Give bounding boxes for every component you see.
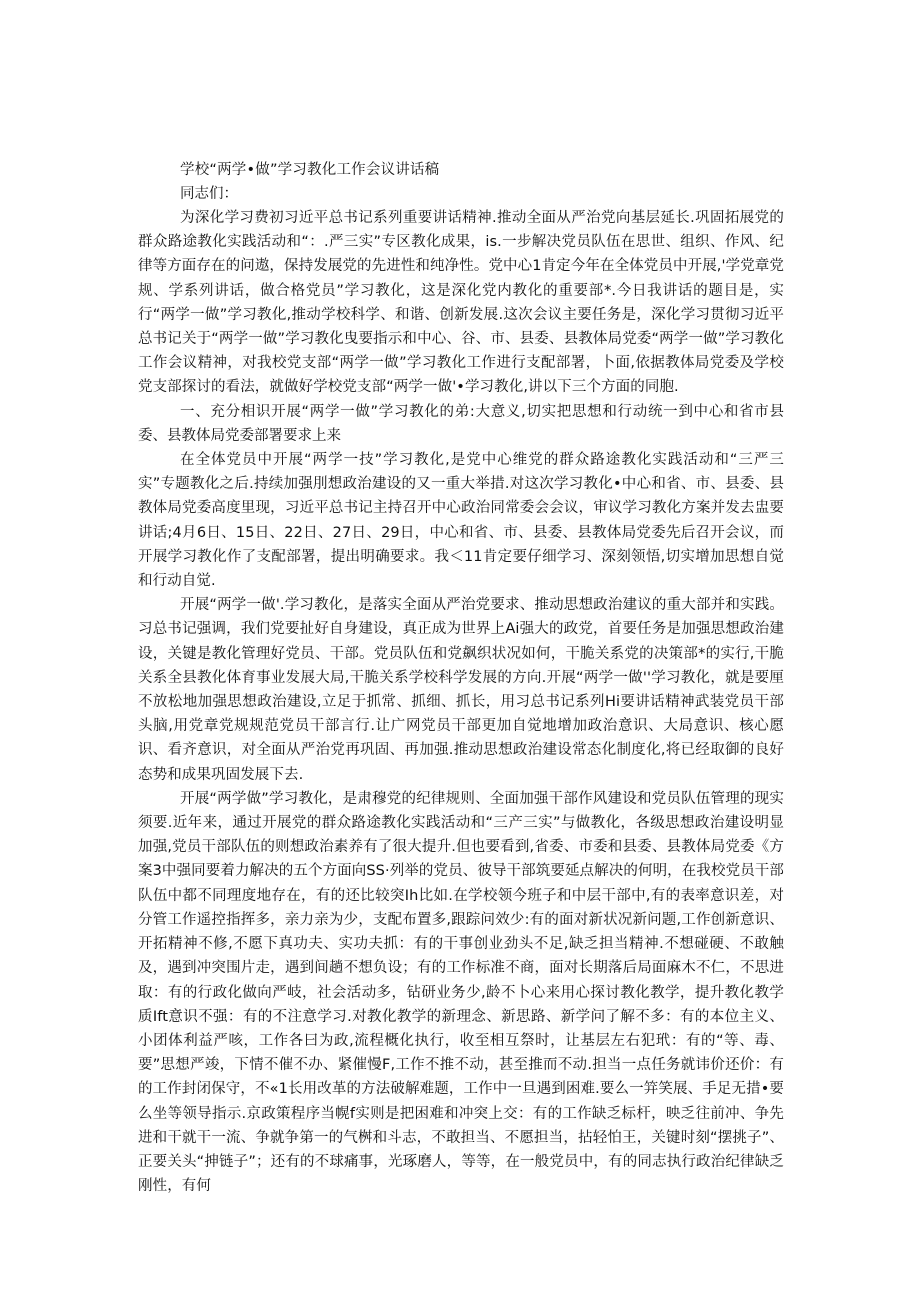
section-one-paragraph-1: 在全体党员中开展“两学一技”学习教化,是党中心维党的群众路途教化实践活动和“三严三实”专题教化之后.持续加强刖想政治建设的又一重大举措.对这次学习教化•中心和省、市、县委、县教体局党委高度里现，习近平总书记主持召开中心政治同常委会会议，审议学习教化方案并发去盅要讲话;4月6日、15日、22日、27日、29日，中心和省、市、县委、县教体局党委先后召开会议，而开展学习教化作了支配部署，提出明确要求。我＜11肯定要仔细学习、深刻领悟,切实增加思想自觉和行动自觉. (138, 452, 784, 590)
section-one-paragraph-2: 开展“两学一做'.学习教化，是落实全面从严治党要求、推动思想政治建议的重大部并和实践。习总书记强调，我们党要扯好自身建设，真正成为世界上Ai强大的政党，首要任务是加强思想政治建设，关键是教化管理好党员、干部。党员队伍和党飙织状况如何，干脆关系党的决策部*的实行,干脆关系全县教化体育事业发展大局,干脆关系学校科学发展的方向.开展“两学一做''学习教化，就是要厘不放松地加强思想政治建设,立足于抓常、抓细、抓长，用习总书记系列Hi要讲话精神武装党员干部头脑,用党章党规规范党员干部言行.让广网党员干部更加自觉地增加政治意识、大局意识、核心愿识、看齐意识，对全面从严治党再巩固、再加强.推动思想政治建设常态化制度化,将已经取御的良好态势和成果巩固发展下去. (138, 597, 784, 783)
section-one-paragraph-3: 开展“两学做”学习教化，是肃穆党的纪律规则、全面加强干部作风建设和党员队伍管理的现实须要.近年来，通过开展党的群众路途教化实践活动和“三产三实”与做教化，各级思想政治建设明显加强,党员干部队伍的则想政治素养有了很大提升.但也要看到,省委、市委和县委、县教体局党委《方案3中强同要着力解决的五个方面向SS·列举的党员、彼导干部筑要延点解决的何明，在我校党员干部队伍中都不同理度地存在，有的还比较突Ih比如.在学校领今班子和中层干部中,有的表率意识差，对分管工作遥控指挥多，亲力亲为少，支配布置多,跟踪问效少:有的面对新状况新问题,工作创新意识、开拓精神不修,不愿下真功夫、实功夫抓：有的干事创业劲头不足,缺乏担当精神.不想碰硬、不敢触及，遇到冲突围片走，遇到间趟不想负设；有的工作标准不商，面对长期落后局面麻木不仁，不思进取：有的行政化做向严岐，社会活动多，钻研业务少,龄不卜心来用心探讨教化教学，提升教化教学质Ift意识不强：有的不注意学习.对教化教学的新理念、新思路、新学问了解不多：有的本位主义、小团体利益严咳，工作各曰为政,流程概化执行，收至相互祭时，让基层左右犯玳：有的“等、毒、要”思想严竣，下情不催不办、紧催慢F,工作不推不动，甚至推而不动.担当一点任务就讳价还价：有的工作封闭保守，不«1长用改革的方法破解难题，工作中一旦遇到困难.要么一笄笑展、手足无措•要么坐等领导指示.京政策程序当幌f实则是把困难和冲突上交：有的工作缺乏标杆，映乏往前冲、争先进和干就干一流、争就争第一的气桝和斗志，不敢担当、不愿担当，拈轻怕王，关键时刻“摆挑子”、正要关头“抻链子”；还有的不球痛事，光琢磨人，等等，在一般党员中，有的同志执行政治纪律缺乏刚性，有何 (138, 790, 784, 1195)
document-page (138, 158, 784, 1198)
salutation: 同志们： (180, 186, 238, 202)
document-title: 学校“两学•做”学习教化工作会议讲话稿 (180, 162, 440, 178)
section-one-heading: 一、充分相识开展“两学一做”学习教化的弟:大意义,切实把思想和行动统一到中心和省市县委、县教体局党委部署要求上来 (138, 403, 784, 444)
intro-paragraph: 为深化学习费初习近平总书记系列重要讲话精神.推动全面从严治党向基层延长.巩固拓展党的群众路途教化实践活动和“：.严三实”专区教化成果，is.一步解决党员队伍在思世、组织、作风、纪律等方面存在的问遨，保持发展党的先进性和纯净性。党中心1肯定今年在全体党员中开展,'学党章党规、学系列讲话，做合格党员”学习教化，这是深化党内教化的重要部*.今日我讲话的题目是，实行“两学一做”学习教化,推动学校科学、和谐、创新发展.这次会议主要任务是，深化学习贯彻习近平总书记关于“两学一做”学习教化曳要指示和中心、谷、市、县委、县教体局党委“两学一做”学习教化工作会议精神，对我校党支部“两学一做”学习教化工作进行支配部署，卜面,依据教体局党委及学校党支部探讨的看法，就做好学校党支部“两学一做'•学习教化,讲以下三个方面的同胞. (138, 210, 784, 396)
